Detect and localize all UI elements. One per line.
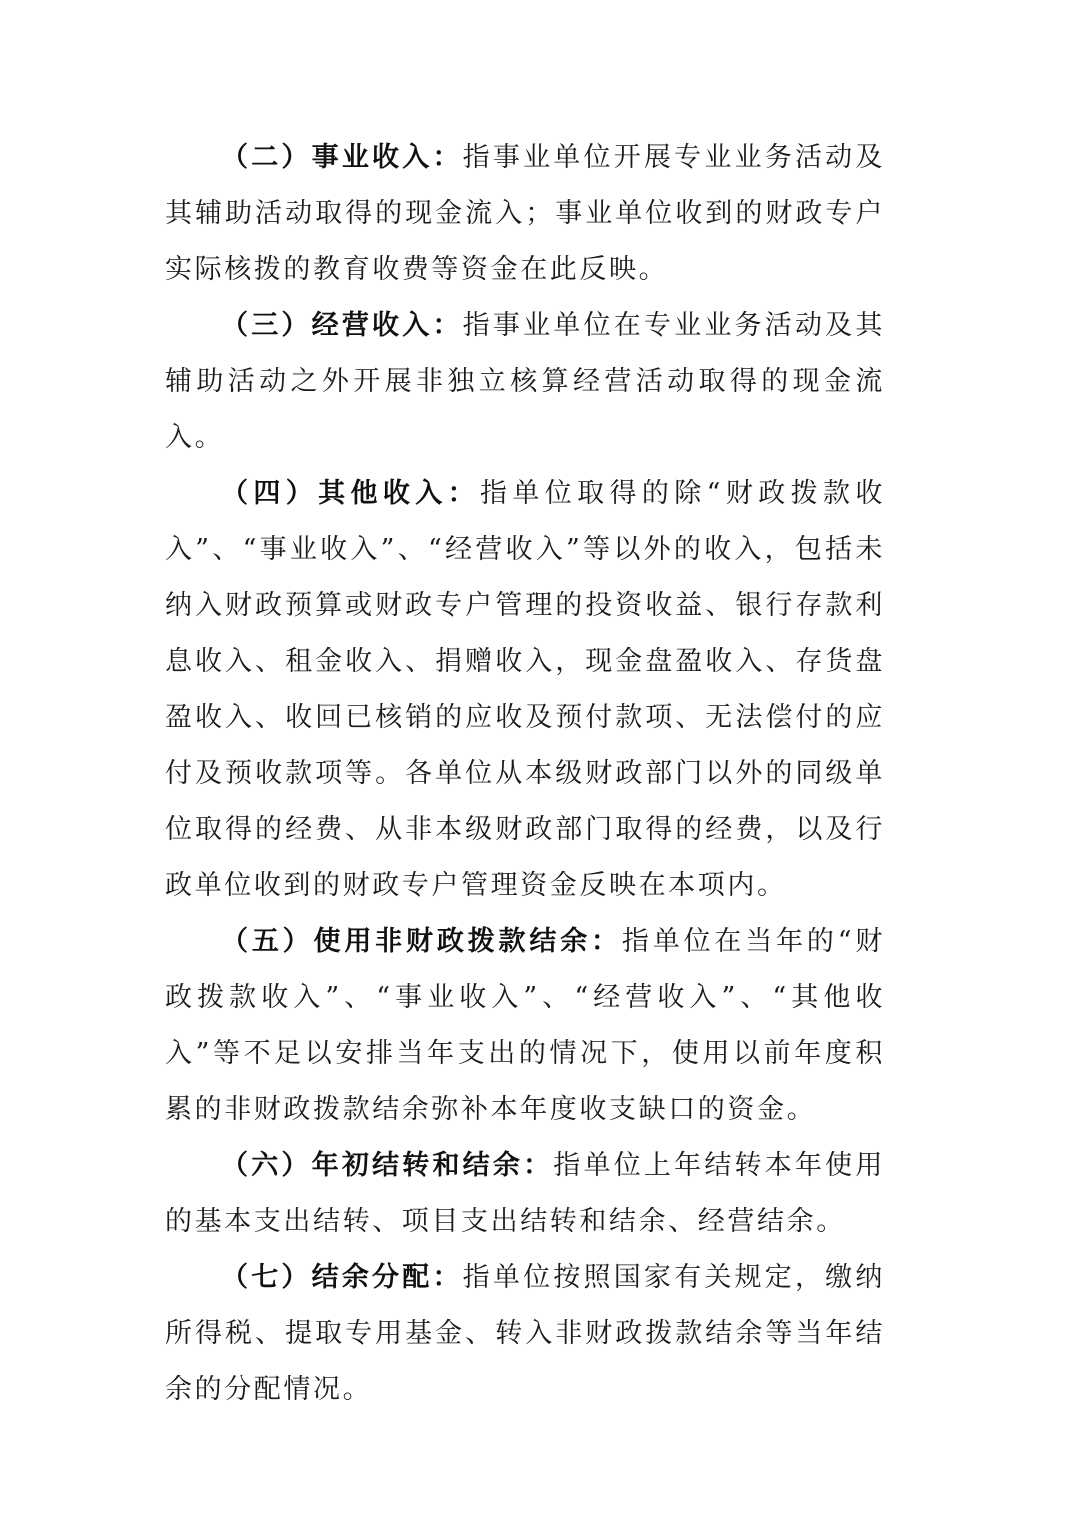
heading-business-income: （二）事业收入： bbox=[221, 142, 463, 173]
text-business-income: 指事业单位开展专业业务活动及其辅助活动取得的现金流入；事业单位收到的财政专户实际核拨的教育收费等资金在此反映。 bbox=[165, 142, 885, 285]
paragraph-carryover bbox=[165, 1138, 885, 1250]
paragraph-operating-income bbox=[165, 298, 885, 466]
heading-non-fiscal-surplus: （五）使用非财政拨款结余： bbox=[221, 926, 622, 957]
paragraph-surplus-distribution bbox=[165, 1250, 885, 1418]
document-body bbox=[165, 130, 885, 1418]
heading-surplus-distribution: （七）结余分配： bbox=[221, 1262, 463, 1293]
paragraph-business-income bbox=[165, 130, 885, 298]
heading-operating-income: （三）经营收入： bbox=[221, 310, 463, 341]
text-operating-income: 指事业单位在专业业务活动及其辅助活动之外开展非独立核算经营活动取得的现金流入。 bbox=[165, 310, 885, 453]
heading-other-income: （四）其他收入： bbox=[221, 478, 481, 509]
paragraph-other-income bbox=[165, 466, 885, 914]
heading-carryover: （六）年初结转和结余： bbox=[221, 1150, 554, 1181]
text-non-fiscal-surplus: 指单位在当年的“财政拨款收入”、“事业收入”、“经营收入”、“其他收入”等不足以安排当年支出的情况下，使用以前年度积累的非财政拨款结余弥补本年度收支缺口的资金。 bbox=[165, 926, 885, 1125]
text-other-income: 指单位取得的除“财政拨款收入”、“事业收入”、“经营收入”等以外的收入，包括未纳入财政预算或财政专户管理的投资收益、银行存款利息收入、租金收入、捐赠收入，现金盘盈收入、存货盘盈收入、收回已核销的应收及预付款项、无法偿付的应付及预收款项等。各单位从本级财政部门以外的同级单位取得的经费、从非本级财政部门取得的经费，以及行政单位收到的财政专户管理资金反映在本项内。 bbox=[165, 478, 885, 901]
text-carryover: 指单位上年结转本年使用的基本支出结转、项目支出结转和结余、经营结余。 bbox=[165, 1150, 885, 1237]
text-surplus-distribution: 指单位按照国家有关规定，缴纳所得税、提取专用基金、转入非财政拨款结余等当年结余的分配情况。 bbox=[165, 1262, 885, 1405]
paragraph-non-fiscal-surplus bbox=[165, 914, 885, 1138]
